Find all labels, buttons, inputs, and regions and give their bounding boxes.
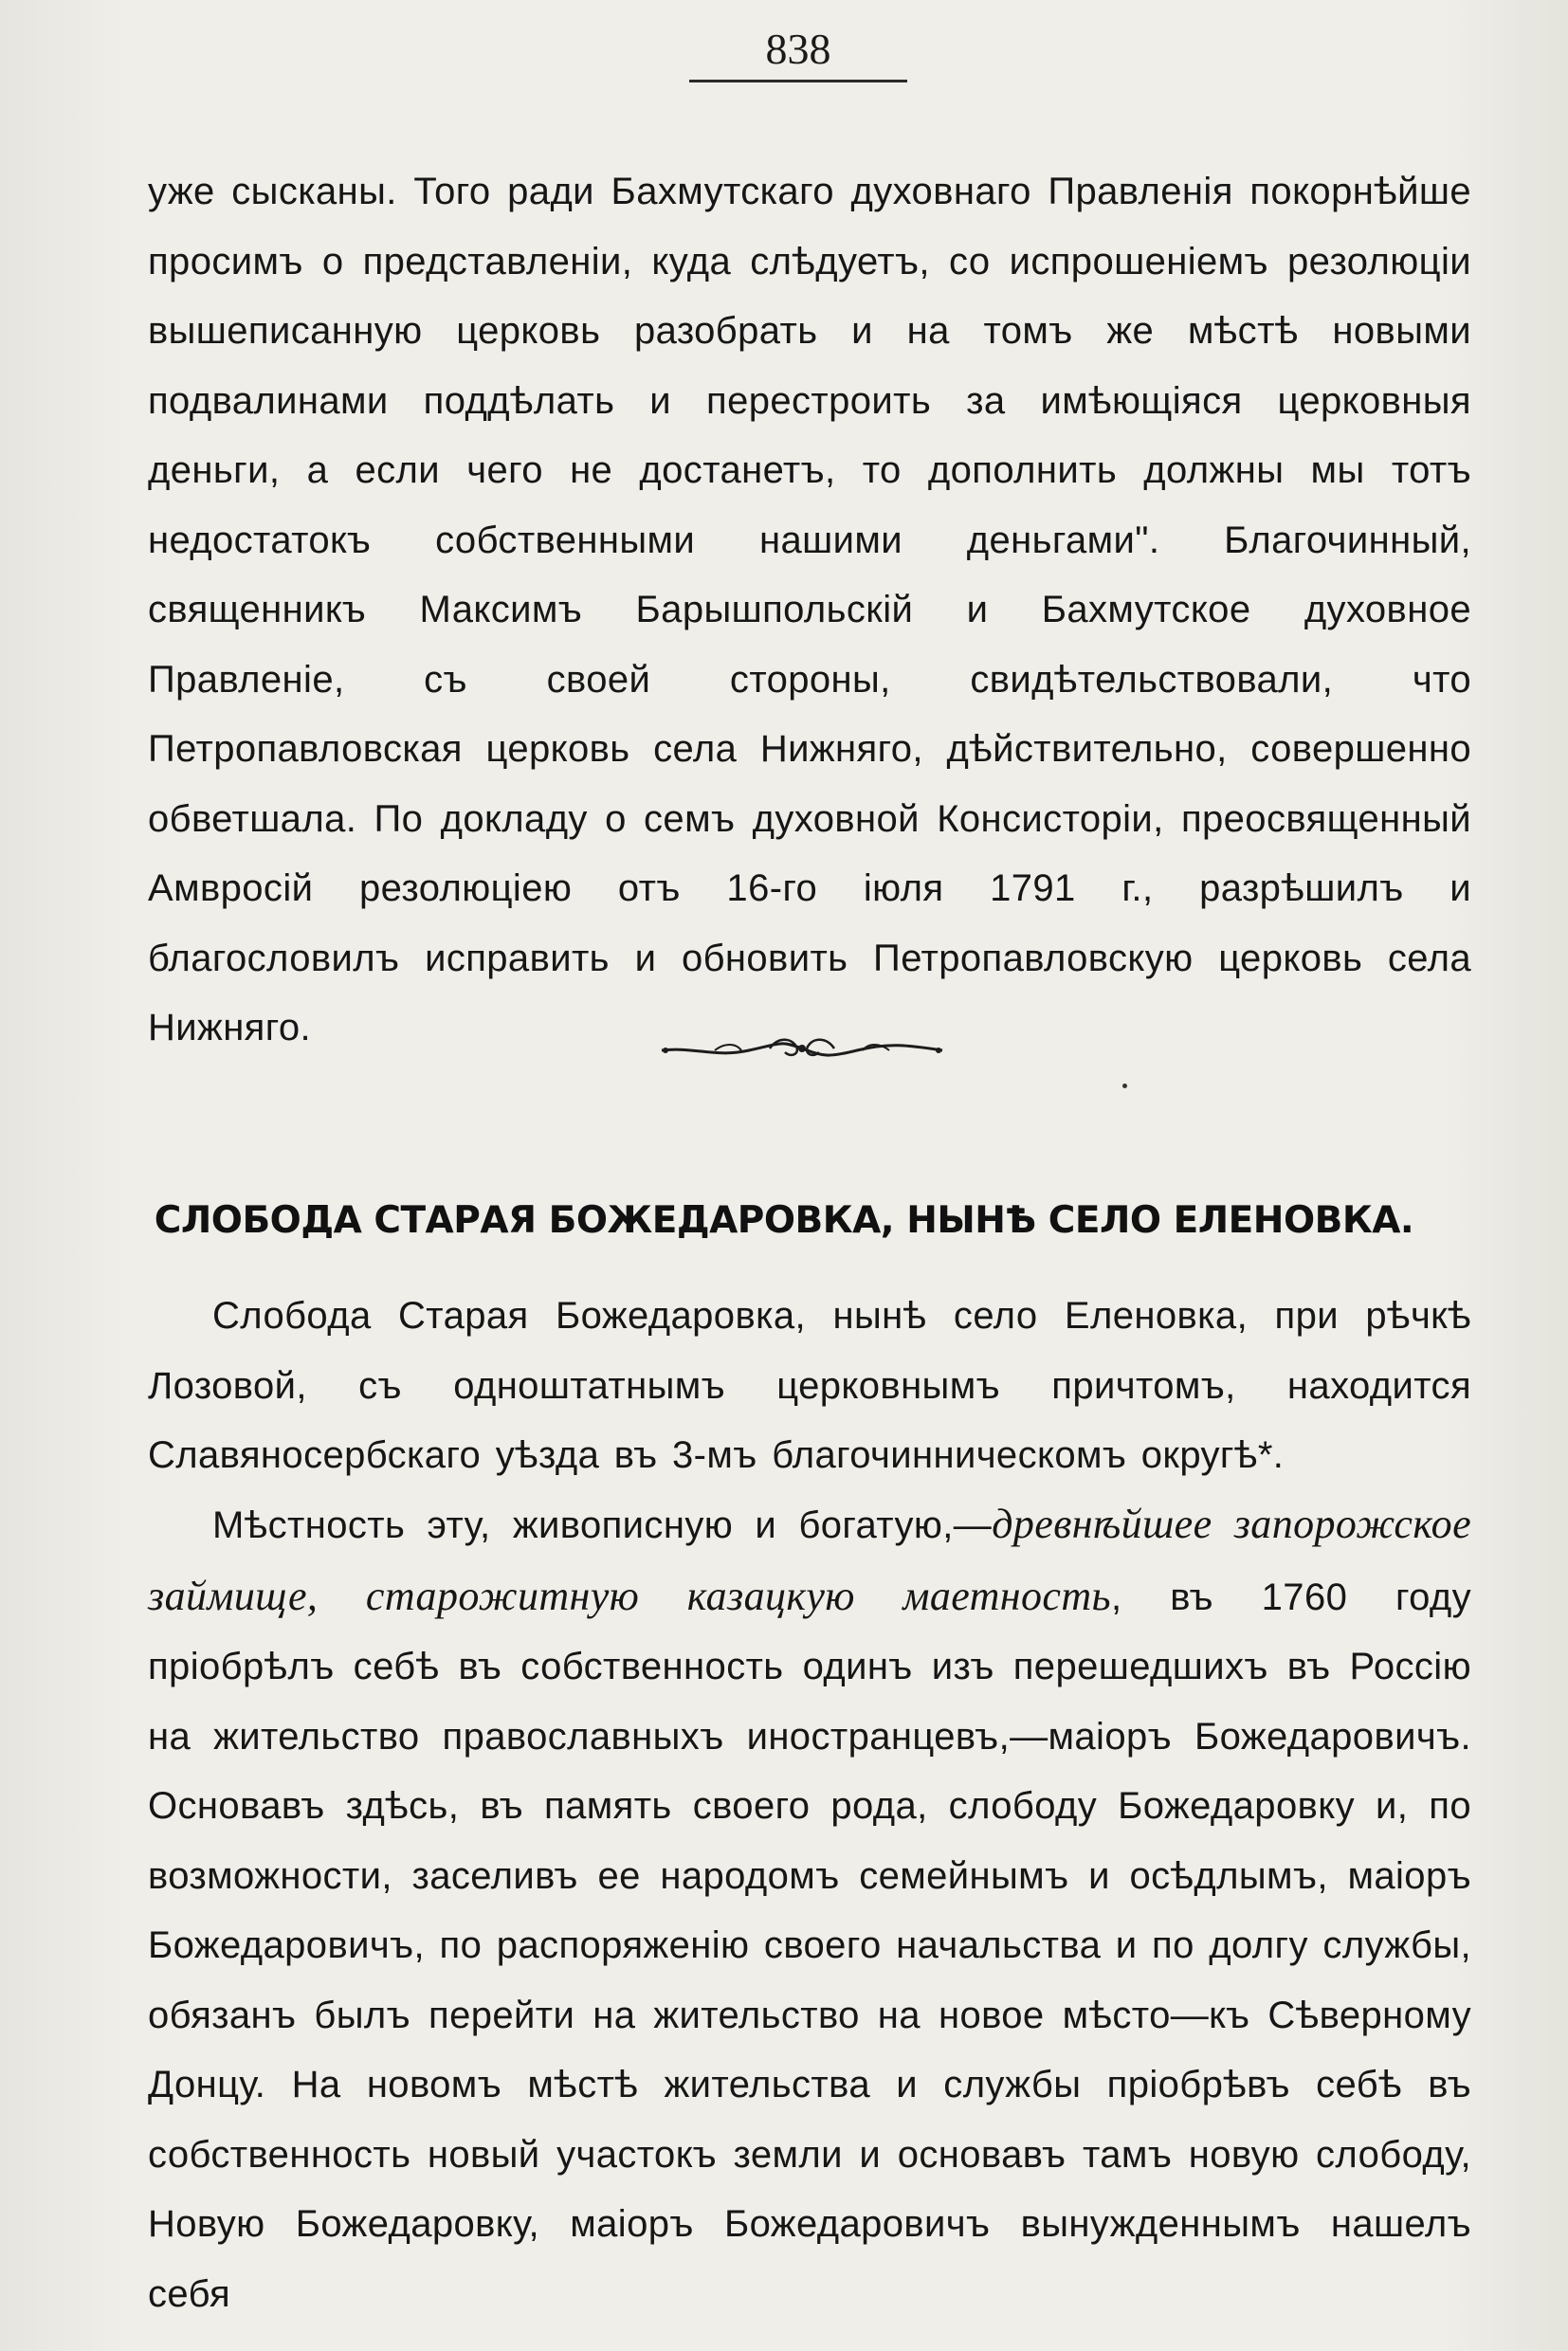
paragraph-petropavlovsk-church: уже сысканы. Того ради Бахмутскаго духовнаго Правленія покорнѣйше просимъ о представленіи, куда слѣдуетъ, со испрошеніемъ резолюціи вышеписанную церковь разобрать и на томъ же мѣстѣ новыми подвалинами поддѣлать и перестроить за имѣющіяся церковныя деньги, а если чего не достанетъ, то дополнить должны мы тотъ недостатокъ собственными нашими деньгами". Благочинный, священникъ Максимъ Барышпольскій и Бахмутское духовное Правленіе, съ своей стороны, свидѣтельствовали, что Петропавловская церковь села Нижняго, дѣйствительно, совершенно обветшала. По докладу о семъ духовной Консисторіи, преосвященный Амвросій резолюціею отъ 16-го іюля 1791 г., разрѣшилъ и благословилъ исправить и обновить Петропавловскую церковь села Нижняго. (148, 171, 1471, 1048)
history-lead-text: Мѣстность эту, живописную и богатую,— (212, 1504, 993, 1546)
page-number: 838 (689, 21, 907, 82)
ink-speck (1122, 1084, 1127, 1088)
section-heading: СЛОБОДА СТАРАЯ БОЖЕДАРОВКА, НЫНѢ СЕЛО ЕЛЕНОВКА. (154, 1199, 1414, 1242)
paragraph-village-location: Слобода Старая Божедаровка, нынѣ село Еленовка, при рѣчкѣ Лозовой, съ одноштатнымъ церковнымъ причтомъ, находится Славяносербскаго уѣзда въ 3-мъ благочинническомъ округѣ*. (148, 1295, 1471, 1476)
paragraph-village-history (148, 1489, 1471, 2329)
history-rest-text: , въ 1760 году пріобрѣлъ себѣ въ собственность одинъ изъ перешедшихъ въ Россію на жительство православныхъ иностранцевъ,—маіоръ Божедаровичъ. Основавъ здѣсь, въ память своего рода, слободу Божедаровку и, по возможности, заселивъ ее народомъ семейнымъ и осѣдлымъ, маіоръ Божедаровичъ, по распоряженію своего начальства и по долгу службы, обязанъ былъ перейти на жительство на новое мѣсто—къ Сѣверному Донцу. На новомъ мѣстѣ жительства и службы пріобрѣвъ себѣ въ собственность новый участокъ земли и основавъ тамъ новую слободу, Новую Божедаровку, маіоръ Божедаровичъ вынужденнымъ нашелъ себя (148, 1576, 1471, 2315)
decorative-divider-ornament (658, 1030, 946, 1067)
history-italic-phrase: древнѣйшее запорожское займище, старожитную казацкую маетность (148, 1501, 1471, 1619)
